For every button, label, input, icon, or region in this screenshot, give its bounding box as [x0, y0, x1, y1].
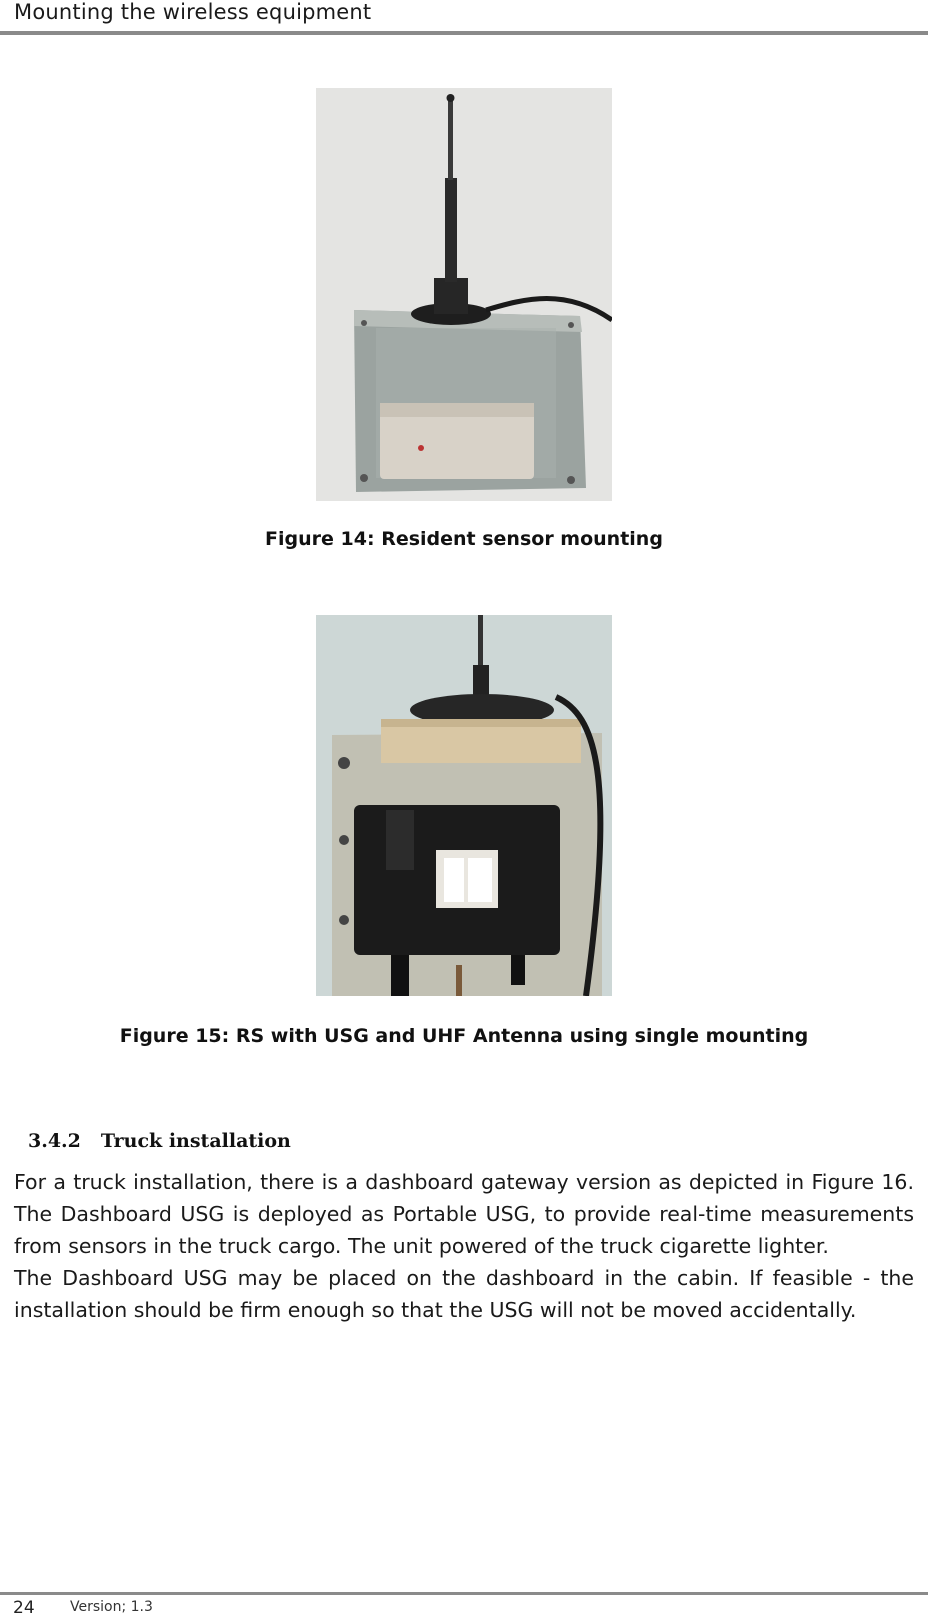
- section-title: Truck installation: [100, 1130, 291, 1152]
- figure-14-caption: Figure 14: Resident sensor mounting: [265, 528, 663, 550]
- header-divider: [0, 31, 928, 35]
- footer-divider: [0, 1592, 928, 1595]
- paragraph: The Dashboard USG may be placed on the dashboard in the cabin. If feasible - the installation should be firm enough so that the USG will not be moved accidentally.: [14, 1266, 914, 1322]
- figure-15-caption: Figure 15: RS with USG and UHF Antenna using single mounting: [119, 1025, 809, 1047]
- page-number: 24: [13, 1598, 35, 1618]
- running-header: Mounting the wireless equipment: [14, 0, 372, 24]
- figure-15-photo: [316, 615, 612, 996]
- section-heading: [28, 1130, 291, 1152]
- section-number: 3.4.2: [28, 1130, 81, 1152]
- paragraph: For a truck installation, there is a dashboard gateway version as depicted in Figure 16. The Dashboard USG is deployed as Portable USG, to provide real-time measurements from sensors in the truck cargo. The unit powered of the truck cigarette lighter.: [14, 1170, 914, 1258]
- version-label: Version; 1.3: [70, 1599, 153, 1615]
- section-body: [14, 1166, 914, 1326]
- figure-14-photo: [316, 88, 612, 501]
